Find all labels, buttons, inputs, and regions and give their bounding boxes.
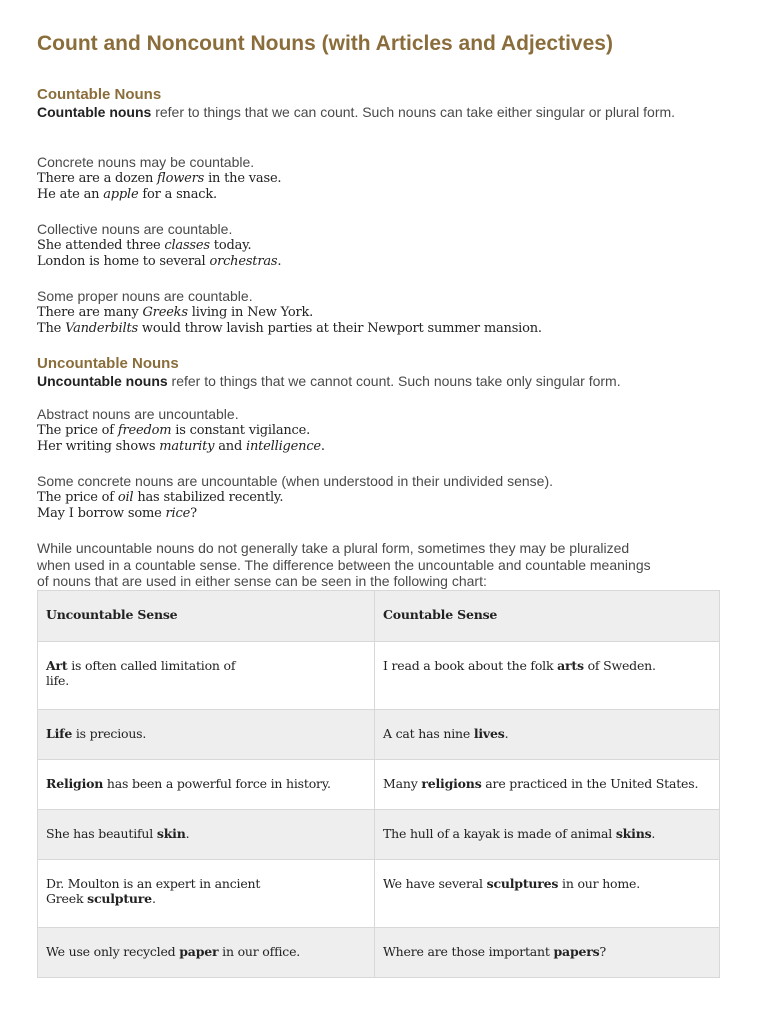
uncountable-heading: Uncountable Nouns bbox=[37, 355, 179, 372]
countable-cell: Many religions are practiced in the United States. bbox=[375, 760, 720, 810]
uncountable-intro bbox=[37, 373, 737, 390]
concrete-uncountable-group bbox=[37, 473, 737, 523]
closing-line: when used in a countable sense. The difference between the uncountable and countable meanings bbox=[37, 556, 651, 573]
example-sentence: There are many Greeks living in New York. bbox=[37, 304, 314, 320]
countable-cell: The hull of a kayak is made of animal skins. bbox=[375, 810, 720, 860]
table-row bbox=[38, 760, 720, 810]
concrete-label: Concrete nouns may be countable. bbox=[37, 154, 255, 170]
uncountable-cell: Dr. Moulton is an expert in ancient Greek sculpture. bbox=[38, 860, 375, 928]
collective-label: Collective nouns are countable. bbox=[37, 221, 233, 237]
countable-cell: We have several sculptures in our home. bbox=[375, 860, 720, 928]
concrete-uncountable-label: Some concrete nouns are uncountable (when understood in their undivided sense). bbox=[37, 473, 553, 489]
uncountable-cell: Art is often called limitation of life. bbox=[38, 642, 375, 710]
uncountable-cell: Life is precious. bbox=[38, 710, 375, 760]
example-sentence: He ate an apple for a snack. bbox=[37, 187, 217, 202]
countable-intro bbox=[37, 104, 737, 121]
example-sentence: The price of oil has stabilized recently. bbox=[37, 489, 284, 505]
countable-intro-text: refer to things that we can count. Such nouns can take either singular or plural form. bbox=[151, 104, 676, 120]
example-sentence: The price of freedom is constant vigilance. bbox=[37, 422, 311, 438]
proper-label: Some proper nouns are countable. bbox=[37, 288, 253, 304]
countable-intro-bold: Countable nouns bbox=[37, 104, 152, 120]
table-header-row bbox=[38, 591, 720, 642]
countable-heading: Countable Nouns bbox=[37, 86, 162, 103]
example-sentence: Her writing shows maturity and intelligence. bbox=[37, 439, 325, 454]
example-sentence: There are a dozen flowers in the vase. bbox=[37, 170, 282, 186]
abstract-label: Abstract nouns are uncountable. bbox=[37, 406, 239, 422]
example-sentence: The Vanderbilts would throw lavish parties at their Newport summer mansion. bbox=[37, 321, 542, 336]
noun-sense-table bbox=[37, 590, 720, 978]
uncountable-cell: Religion has been a powerful force in history. bbox=[38, 760, 375, 810]
table-header-countable: Countable Sense bbox=[375, 591, 720, 642]
countable-cell: A cat has nine lives. bbox=[375, 710, 720, 760]
uncountable-cell: We use only recycled paper in our office. bbox=[38, 928, 375, 978]
table-header-uncountable: Uncountable Sense bbox=[38, 591, 375, 642]
closing-line: of nouns that are used in either sense can be seen in the following chart: bbox=[37, 573, 487, 589]
collective-group bbox=[37, 221, 737, 271]
example-sentence: London is home to several orchestras. bbox=[37, 254, 282, 269]
table-row bbox=[38, 928, 720, 978]
countable-cell: I read a book about the folk arts of Sweden. bbox=[375, 642, 720, 710]
closing-line: While uncountable nouns do not generally take a plural form, sometimes they may be pluralized bbox=[37, 540, 630, 556]
uncountable-intro-text: refer to things that we cannot count. Such nouns take only singular form. bbox=[167, 373, 621, 389]
uncountable-intro-bold: Uncountable nouns bbox=[37, 373, 168, 389]
example-sentence: May I borrow some rice? bbox=[37, 506, 197, 521]
table-row bbox=[38, 810, 720, 860]
page-title: Count and Noncount Nouns (with Articles and Adjectives) bbox=[37, 32, 613, 55]
countable-cell: Where are those important papers? bbox=[375, 928, 720, 978]
concrete-countable-group bbox=[37, 154, 737, 204]
uncountable-cell: She has beautiful skin. bbox=[38, 810, 375, 860]
proper-group bbox=[37, 288, 737, 338]
example-sentence: She attended three classes today. bbox=[37, 237, 252, 253]
abstract-group bbox=[37, 406, 737, 456]
table-row bbox=[38, 710, 720, 760]
closing-paragraph bbox=[37, 540, 737, 590]
table-row bbox=[38, 642, 720, 710]
table-row bbox=[38, 860, 720, 928]
